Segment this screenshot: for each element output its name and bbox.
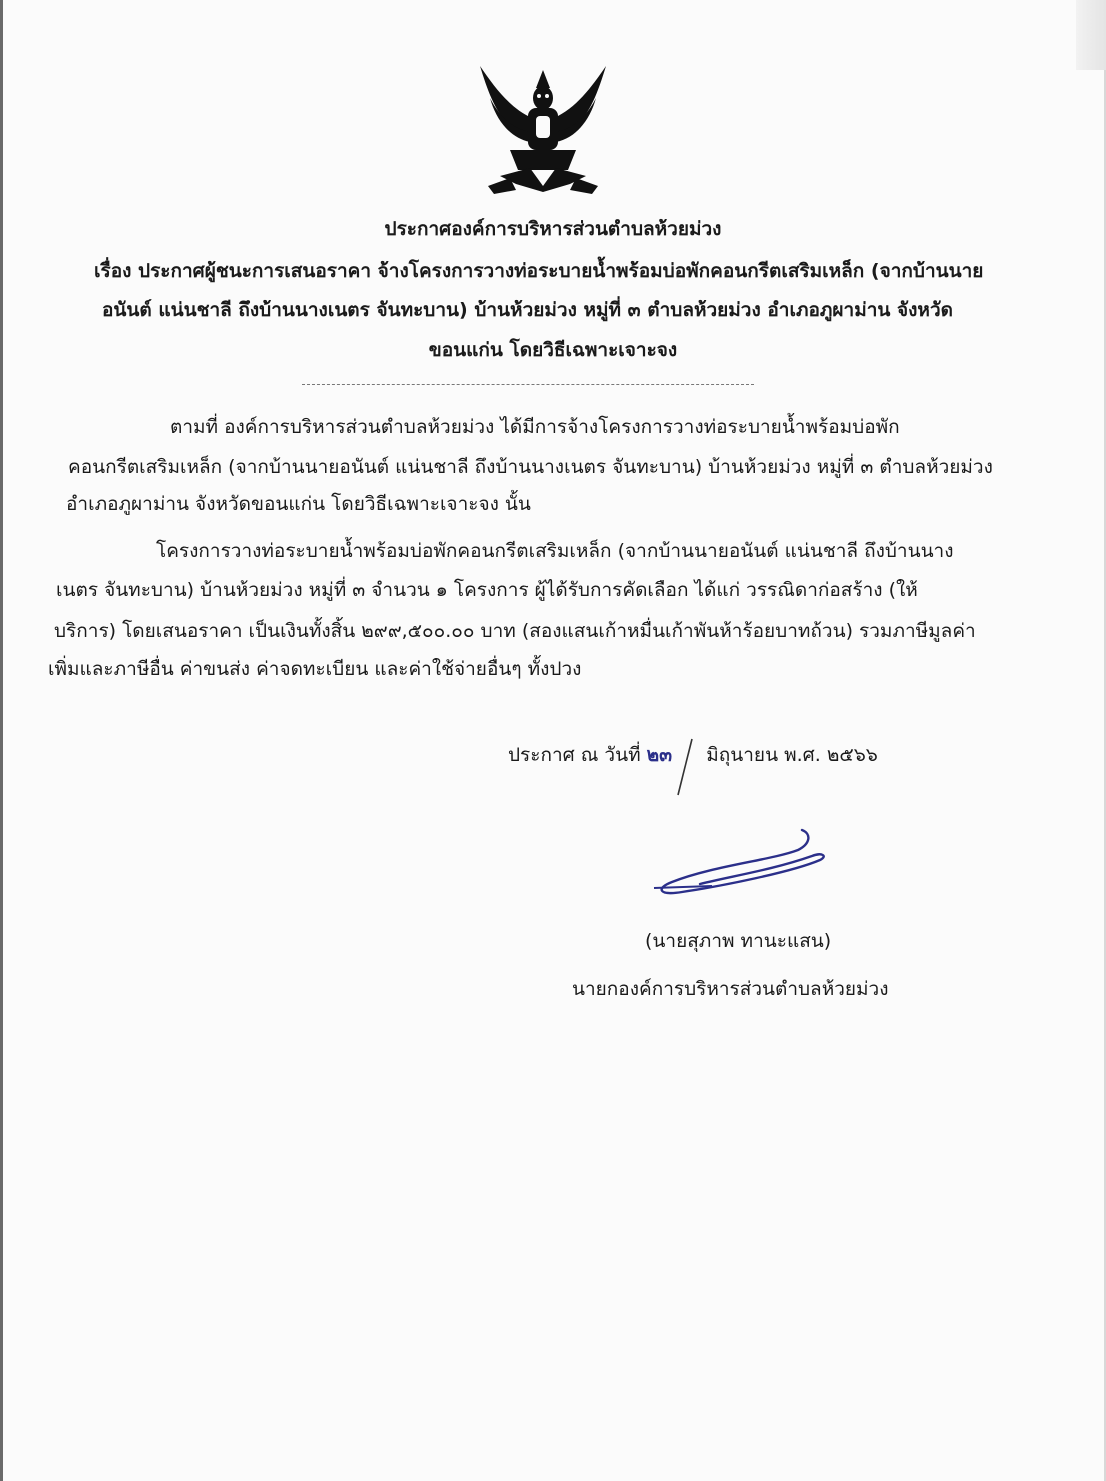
paragraph1-line-1: ตามที่ องค์การบริหารส่วนตำบลห้วยม่วง ได้มีการจ้างโครงการวางท่อระบายน้ำพร้อมบ่อพัก xyxy=(170,416,900,438)
date-line xyxy=(508,742,878,768)
paragraph2-line-3: บริการ) โดยเสนอราคา เป็นเงินทั้งสิ้น ๒๙๙,๕๐๐.๐๐ บาท (สองแสนเก้าหมื่นเก้าพันห้าร้อยบาทถ้วน) รวมภาษีมูลค่า xyxy=(54,620,976,642)
issuer-title: ประกาศองค์การบริหารส่วนตำบลห้วยม่วง xyxy=(384,218,722,240)
subject-line-2: อนันต์ แน่นชาลี ถึงบ้านนางเนตร จันทะบาน) บ้านห้วยม่วง หมู่ที่ ๓ ตำบลห้วยม่วง อำเภอภูผาม่าน จังหวัด xyxy=(102,299,953,321)
date-prefix: ประกาศ ณ วันที่ xyxy=(508,744,641,766)
paragraph2-line-2: เนตร จันทะบาน) บ้านห้วยม่วง หมู่ที่ ๓ จำนวน ๑ โครงการ ผู้ได้รับการคัดเลือก ได้แก่ วรรณิดาก่อสร้าง (ให้ xyxy=(56,579,918,601)
date-month: มิถุนายน xyxy=(706,744,779,766)
signer-title: นายกองค์การบริหารส่วนตำบลห้วยม่วง xyxy=(572,978,889,1000)
subject-line-3: ขอนแก่น โดยวิธีเฉพาะเจาะจง xyxy=(428,339,678,361)
date-year: พ.ศ. ๒๕๖๖ xyxy=(784,744,878,766)
paragraph2-line-1: โครงการวางท่อระบายน้ำพร้อมบ่อพักคอนกรีตเสริมเหล็ก (จากบ้านนายอนันต์ แน่นชาลี ถึงบ้านนาง xyxy=(156,540,954,562)
separator-rule xyxy=(302,384,754,385)
subject-line-1: เรื่อง ประกาศผู้ชนะการเสนอราคา จ้างโครงการวางท่อระบายน้ำพร้อมบ่อพักคอนกรีตเสริมเหล็ก (จากบ้านนาย xyxy=(94,260,984,282)
signer-name: (นายสุภาพ ทานะแสน) xyxy=(645,930,832,952)
paragraph1-line-3: อำเภอภูผาม่าน จังหวัดขอนแก่น โดยวิธีเฉพาะเจาะจง นั้น xyxy=(66,493,531,515)
page-corner-shadow xyxy=(1076,0,1106,70)
signature-scribble-icon xyxy=(652,826,832,898)
garuda-emblem-icon xyxy=(470,58,616,200)
date-day-handwritten: ๒๓ xyxy=(646,744,673,766)
paragraph2-line-4: เพิ่มและภาษีอื่น ค่าขนส่ง ค่าจดทะเบียน และค่าใช้จ่ายอื่นๆ ทั้งปวง xyxy=(48,658,582,680)
paragraph1-line-2: คอนกรีตเสริมเหล็ก (จากบ้านนายอนันต์ แน่นชาลี ถึงบ้านนางเนตร จันทะบาน) บ้านห้วยม่วง หมู่ที่ ๓ ตำบลห้วยม่วง xyxy=(68,456,993,478)
